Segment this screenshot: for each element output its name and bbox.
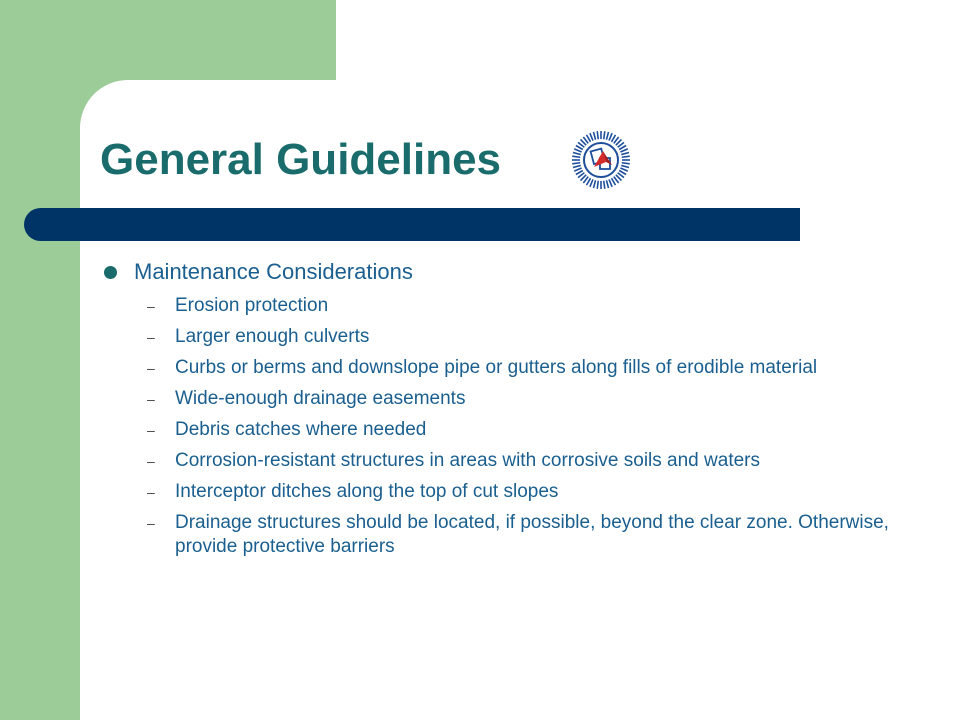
dash-bullet-icon: – — [147, 515, 155, 531]
sub-bullet-text: Erosion protection — [175, 295, 329, 316]
sub-bullet-text: Debris catches where needed — [175, 419, 427, 440]
slide-title: General Guidelines — [100, 135, 502, 184]
main-bullet — [104, 254, 934, 290]
sub-bullet-item — [104, 356, 934, 380]
sub-bullet-item — [104, 418, 934, 442]
sub-bullet-item — [104, 387, 934, 411]
sub-bullet-text: Drainage structures should be located, if possible, beyond the clear zone. Otherwise, provide protective barriers — [175, 512, 889, 557]
title-underline-bar — [24, 208, 800, 241]
sub-bullet-item — [104, 449, 934, 473]
bullet-dot — [104, 266, 117, 279]
sub-bullet-item — [104, 480, 934, 504]
main-bullet-text: Maintenance Considerations — [134, 259, 413, 284]
dash-bullet-icon: – — [147, 298, 155, 314]
dash-bullet-icon: – — [147, 422, 155, 438]
sub-bullet-text: Corrosion-resistant structures in areas with corrosive soils and waters — [175, 450, 760, 471]
dash-bullet-icon: – — [147, 484, 155, 500]
dash-bullet-icon: – — [147, 360, 155, 376]
circular-agency-seal-icon — [570, 129, 632, 191]
dash-bullet-icon: – — [147, 453, 155, 469]
sub-bullet-item — [104, 294, 934, 318]
sub-bullet-text: Wide-enough drainage easements — [175, 388, 466, 409]
sub-bullet-text: Curbs or berms and downslope pipe or gutters along fills of erodible material — [175, 357, 818, 378]
sub-bullet-item — [104, 325, 934, 349]
dash-bullet-icon: – — [147, 329, 155, 345]
sub-bullet-item — [104, 511, 934, 559]
sub-bullet-text: Interceptor ditches along the top of cut slopes — [175, 481, 559, 502]
slide-body — [104, 254, 934, 566]
sub-bullet-text: Larger enough culverts — [175, 326, 370, 347]
sub-bullet-list — [104, 294, 934, 559]
dash-bullet-icon: – — [147, 391, 155, 407]
